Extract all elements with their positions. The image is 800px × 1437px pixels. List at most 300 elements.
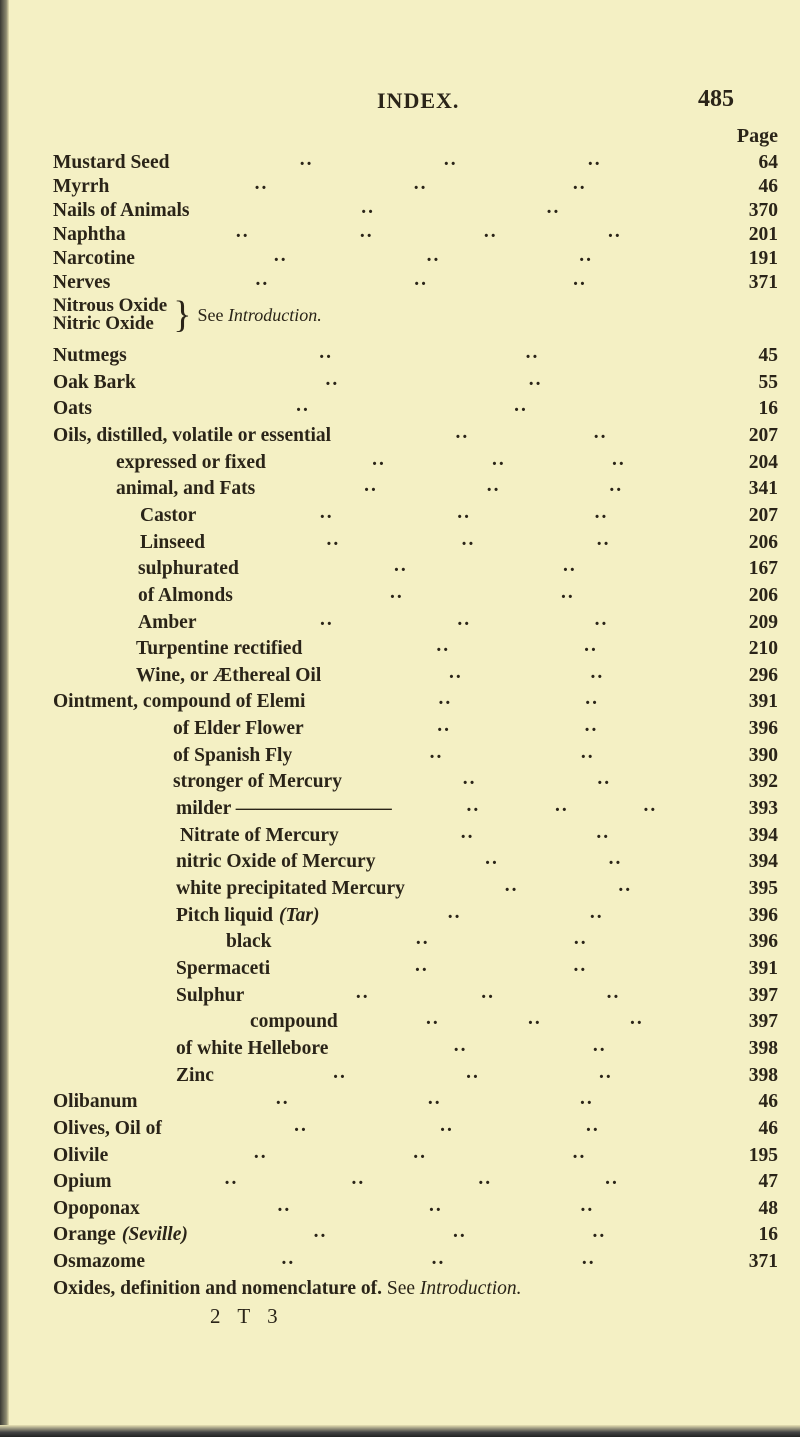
entry-text: of white Hellebore <box>176 1037 329 1059</box>
leader-dots: .. <box>296 397 310 417</box>
leader-dots: .. <box>428 1196 443 1216</box>
leader-dots: .. <box>449 663 463 683</box>
leader-dots: .. <box>359 223 374 242</box>
leader-dots: .. <box>426 247 441 266</box>
entry-label <box>53 1117 162 1141</box>
entry-page-number: 371 <box>748 1251 778 1273</box>
index-entry <box>0 1117 800 1141</box>
entry-page-number: 391 <box>748 691 778 713</box>
dot-leader <box>145 1250 732 1274</box>
page-number: 485 <box>698 86 734 112</box>
dot-leader <box>196 611 732 635</box>
entry-text: Nerves <box>53 272 111 293</box>
entry-label <box>53 175 109 199</box>
index-entry <box>0 151 800 175</box>
entry-text: Narcotine <box>53 248 135 269</box>
dot-leader <box>305 690 732 714</box>
entry-page-number: 397 <box>748 1011 778 1033</box>
dot-leader <box>339 824 732 848</box>
leader-dots: .. <box>443 151 458 170</box>
leader-dots: .. <box>415 930 430 950</box>
entry-text: Sulphur <box>176 984 245 1006</box>
leader-dots: .. <box>606 983 621 1003</box>
entry-italic-text: (Tar) <box>279 904 320 926</box>
leader-dots: .. <box>580 743 595 763</box>
leader-dots: .. <box>326 530 341 550</box>
entry-page-number: 397 <box>748 984 778 1006</box>
leader-dots: .. <box>581 1250 596 1270</box>
leader-dots: .. <box>525 344 540 363</box>
entry-text: Turpentine rectified <box>136 638 303 660</box>
entry-text: Osmazome <box>53 1251 146 1273</box>
entry-text: animal, and Fats <box>116 478 256 500</box>
entry-label <box>53 1250 145 1274</box>
leader-dots: .. <box>255 271 270 290</box>
leader-dots: .. <box>592 1223 607 1243</box>
leader-dots: .. <box>596 823 611 843</box>
leader-dots: .. <box>594 610 609 630</box>
entry-label <box>138 584 233 608</box>
leader-dots: .. <box>573 956 588 976</box>
leader-dots: .. <box>436 637 451 657</box>
leader-dots: .. <box>643 797 658 817</box>
leader-dots: .. <box>596 530 611 550</box>
index-entry <box>0 770 800 794</box>
leader-dots: .. <box>333 1063 347 1083</box>
dot-leader <box>169 151 732 175</box>
index-entry <box>0 984 800 1008</box>
entry-page-number: 47 <box>758 1171 778 1193</box>
entry-label <box>53 1197 140 1221</box>
entry-text: white precipitated Mercury <box>176 878 405 899</box>
signature-mark: 2 T 3 <box>210 1304 284 1328</box>
reference-label: Introduction. <box>419 1278 522 1299</box>
page-column-label: Page <box>736 125 778 147</box>
index-entry <box>0 247 800 271</box>
leader-dots: .. <box>504 877 519 896</box>
entry-label <box>138 611 196 635</box>
entry-page-number: 209 <box>748 611 778 633</box>
entry-label <box>53 397 92 421</box>
entry-italic-text: (Seville) <box>121 1224 188 1246</box>
leader-dots: .. <box>589 903 604 923</box>
dot-leader <box>244 984 732 1008</box>
entry-page-number: 392 <box>748 771 778 793</box>
leader-dots: .. <box>466 1063 480 1083</box>
entry-label <box>176 1037 328 1061</box>
index-entry <box>0 1090 800 1114</box>
leader-dots: .. <box>580 1196 595 1216</box>
entry-page-number: 16 <box>758 398 778 420</box>
entry-text: Olivile <box>53 1144 109 1166</box>
entry-label <box>53 223 126 247</box>
leader-dots: .. <box>528 370 543 390</box>
entry-label <box>173 770 342 794</box>
entry-label <box>140 531 205 555</box>
entry-label <box>173 744 292 768</box>
leader-dots: .. <box>593 423 608 443</box>
oxides-label: Oxides, definition and nomenclature of. <box>53 1278 382 1299</box>
entry-label <box>176 850 375 874</box>
entry-label <box>53 247 135 271</box>
entry-label <box>53 1223 188 1247</box>
entry-label <box>180 824 339 848</box>
entry-label <box>116 451 266 475</box>
entry-text: Orange <box>53 1224 116 1246</box>
entry-label <box>176 904 319 928</box>
entry-label <box>53 371 136 395</box>
index-entry <box>0 199 800 223</box>
dot-leader <box>270 957 732 981</box>
leader-dots: .. <box>447 903 462 923</box>
leader-dots: .. <box>612 450 626 470</box>
leader-dots: .. <box>429 743 444 763</box>
leader-dots: .. <box>485 850 499 870</box>
index-entry <box>0 664 800 688</box>
entry-text: expressed or fixed <box>116 451 266 473</box>
entry-page-number: 206 <box>748 531 778 553</box>
leader-dots: .. <box>608 850 623 870</box>
leader-dots: .. <box>453 1223 467 1243</box>
dot-leader <box>205 531 732 555</box>
leader-dots: .. <box>579 1090 594 1110</box>
entry-text: Amber <box>138 611 197 633</box>
entry-label <box>138 557 239 581</box>
leader-dots: .. <box>587 151 602 170</box>
leader-dots: .. <box>573 271 587 290</box>
leader-dots: .. <box>460 823 475 843</box>
leader-dots: .. <box>457 610 472 630</box>
entry-page-number: 396 <box>748 718 778 740</box>
entry-page-number: 391 <box>748 957 778 979</box>
entry-text: Pitch liquid <box>176 904 273 926</box>
entry-label <box>140 504 196 528</box>
leader-dots: .. <box>461 530 476 550</box>
entry-page-number: 390 <box>748 744 778 766</box>
dot-leader <box>136 371 732 395</box>
entry-text: Nutmegs <box>53 345 127 366</box>
index-entry <box>0 1010 800 1034</box>
dot-leader <box>110 271 732 295</box>
leader-dots: .. <box>573 930 588 950</box>
leader-dots: .. <box>414 271 429 290</box>
dot-leader <box>190 199 732 223</box>
entry-label <box>116 477 255 501</box>
index-entry <box>0 451 800 475</box>
leader-dots: .. <box>325 370 340 390</box>
index-entry <box>0 930 800 954</box>
entry-page-number: 64 <box>758 152 778 173</box>
leader-dots: .. <box>438 690 453 710</box>
index-entry <box>0 1037 800 1061</box>
entry-label <box>53 344 127 368</box>
leader-dots: .. <box>514 397 528 417</box>
entry-label <box>53 271 110 295</box>
index-entry <box>0 1144 800 1168</box>
index-entry <box>0 1197 800 1221</box>
entry-label <box>176 877 405 901</box>
entry-page-number: 195 <box>748 1144 778 1166</box>
running-head-title: INDEX. <box>377 88 460 113</box>
leader-dots: .. <box>299 151 314 170</box>
entry-page-number: 191 <box>748 248 778 269</box>
dot-leader <box>239 557 732 581</box>
page-edge-bottom <box>0 1425 800 1437</box>
dot-leader <box>331 424 732 448</box>
entry-label <box>176 957 270 981</box>
entry-page-number: 46 <box>758 1117 778 1139</box>
leader-dots: .. <box>453 1036 468 1056</box>
entry-page-number: 394 <box>748 851 778 873</box>
entry-label <box>176 1064 214 1088</box>
dot-leader <box>112 1170 732 1194</box>
entry-text: of Elder Flower <box>173 718 304 740</box>
leader-dots: .. <box>478 1170 493 1190</box>
leader-dots: .. <box>253 1143 268 1163</box>
entry-page-number: 55 <box>758 371 778 393</box>
dot-leader <box>304 717 732 741</box>
leader-dots: .. <box>275 1090 290 1110</box>
index-entry <box>0 531 800 555</box>
entry-label <box>53 1090 138 1114</box>
dot-leader <box>196 504 732 528</box>
entry-text: Nitrate of Mercury <box>180 824 339 846</box>
leader-dots: .. <box>486 477 501 497</box>
dot-leader <box>233 584 732 608</box>
index-entry <box>0 397 800 421</box>
entry-page-number: 204 <box>748 451 778 473</box>
entry-label <box>53 1144 108 1168</box>
leader-dots: .. <box>609 477 624 497</box>
entry-text: Nails of Animals <box>53 200 190 221</box>
dot-leader <box>135 247 732 271</box>
dot-leader <box>255 477 732 501</box>
leader-dots: .. <box>481 983 496 1003</box>
index-entry-oxides <box>0 1277 800 1301</box>
leader-dots: .. <box>440 1116 454 1136</box>
leader-dots: .. <box>361 199 375 218</box>
dot-leader <box>302 637 732 661</box>
index-entry <box>0 223 800 247</box>
dot-leader <box>321 664 732 688</box>
dot-leader <box>108 1144 732 1168</box>
leader-dots: .. <box>313 1223 328 1243</box>
dot-leader <box>138 1090 732 1114</box>
dot-leader <box>126 223 732 247</box>
index-entry <box>0 1064 800 1088</box>
entry-text: nitric Oxide of Mercury <box>176 851 376 873</box>
index-entry <box>0 824 800 848</box>
entry-page-number: 296 <box>748 664 778 686</box>
entry-page-number: 46 <box>758 176 778 197</box>
leader-dots: .. <box>455 423 470 443</box>
entry-text: Naphtha <box>53 224 126 245</box>
entry-text: of Spanish Fly <box>173 744 293 766</box>
index-entry <box>0 1223 800 1247</box>
dot-leader <box>292 744 732 768</box>
index-entry <box>0 717 800 741</box>
leader-dots: .. <box>579 247 594 266</box>
leader-dots: .. <box>364 477 378 497</box>
index-entry <box>0 637 800 661</box>
see-reference <box>197 305 321 325</box>
entry-page-number: 398 <box>748 1064 778 1086</box>
entry-text: compound <box>250 1011 338 1033</box>
reference-label: Introduction. <box>227 305 322 325</box>
entry-text: Oak Bark <box>53 371 136 393</box>
dot-leader <box>392 797 732 821</box>
leader-dots: .. <box>599 1063 613 1083</box>
entry-text: of Almonds <box>138 584 233 606</box>
entry-text: black <box>226 931 272 953</box>
leader-dots: .. <box>457 503 472 523</box>
dot-leader <box>214 1064 732 1088</box>
leader-dots: .. <box>431 1250 446 1270</box>
leader-dots: .. <box>554 797 569 817</box>
nitric-oxide-label: Nitric Oxide <box>53 313 154 334</box>
entry-page-number: 207 <box>748 424 778 446</box>
leader-dots: .. <box>629 1010 644 1030</box>
dot-leader <box>92 397 732 421</box>
entry-text: Castor <box>140 504 197 526</box>
entry-page-number: 370 <box>748 200 778 221</box>
leader-dots: .. <box>597 770 612 790</box>
entry-page-number: 201 <box>748 224 778 245</box>
leader-dots: .. <box>585 690 599 710</box>
leader-dots: .. <box>590 663 605 683</box>
nitrous-oxide-label: Nitrous Oxide <box>53 295 168 316</box>
entry-label <box>53 1277 522 1301</box>
entry-page-number: 395 <box>748 878 778 899</box>
entry-text: Zinc <box>176 1064 214 1086</box>
entry-text: Oats <box>53 398 92 420</box>
entry-label <box>53 151 169 175</box>
index-entry <box>0 690 800 714</box>
dot-leader <box>272 930 732 954</box>
leader-dots: .. <box>592 1036 607 1056</box>
index-entry <box>0 424 800 448</box>
index-entry <box>0 611 800 635</box>
entry-page-number: 341 <box>748 478 778 500</box>
index-entry <box>0 371 800 395</box>
leader-dots: .. <box>584 717 599 737</box>
entry-label <box>136 664 321 688</box>
index-entry <box>0 271 800 295</box>
index-entry <box>0 504 800 528</box>
leader-dots: .. <box>618 877 633 896</box>
leader-dots: .. <box>414 956 429 976</box>
entry-page-number: 16 <box>758 1224 778 1246</box>
dot-leader <box>140 1197 732 1221</box>
leader-dots: .. <box>320 610 334 630</box>
leader-dots: .. <box>413 1143 427 1163</box>
entry-page-number: 46 <box>758 1091 778 1113</box>
entry-page-number: 48 <box>758 1197 778 1219</box>
index-entry <box>0 797 800 821</box>
entry-text: milder ———————— <box>176 798 392 820</box>
entry-text: Wine, or Æthereal Oil <box>136 664 322 686</box>
dot-leader <box>375 850 732 874</box>
nitrous-entry <box>53 296 322 334</box>
index-entry <box>0 877 800 901</box>
dot-leader <box>127 344 732 368</box>
leader-dots: .. <box>607 223 622 242</box>
entry-page-number: 398 <box>748 1037 778 1059</box>
entry-page-number: 396 <box>748 904 778 926</box>
index-entry <box>0 477 800 501</box>
index-entry <box>0 744 800 768</box>
index-entry <box>0 850 800 874</box>
entry-text: Myrrh <box>53 176 110 197</box>
entry-page-number: 396 <box>748 931 778 953</box>
index-entry <box>0 584 800 608</box>
entry-page-number: 210 <box>748 638 778 660</box>
dot-leader <box>266 451 732 475</box>
leader-dots: .. <box>605 1170 619 1190</box>
entry-label <box>136 637 302 661</box>
index-entry <box>0 1250 800 1274</box>
leader-dots: .. <box>355 983 370 1003</box>
leader-dots: .. <box>319 344 334 363</box>
dot-leader <box>405 877 732 901</box>
see-label: See <box>197 305 224 325</box>
entry-text: Mustard Seed <box>53 152 170 173</box>
brace-icon: } <box>173 294 192 336</box>
index-entry <box>0 957 800 981</box>
leader-dots: .. <box>281 1250 296 1270</box>
leader-dots: .. <box>561 583 575 603</box>
leader-dots: .. <box>546 199 561 218</box>
dot-leader <box>188 1223 732 1247</box>
leader-dots: .. <box>483 223 498 242</box>
leader-dots: .. <box>390 583 404 603</box>
dot-leader <box>342 770 732 794</box>
leader-dots: .. <box>584 637 598 657</box>
leader-dots: .. <box>294 1116 308 1136</box>
dot-leader <box>319 904 732 928</box>
leader-dots: .. <box>462 770 477 790</box>
index-entry <box>0 557 800 581</box>
entry-page-number: 394 <box>748 824 778 846</box>
entry-label <box>53 199 190 223</box>
entry-label <box>53 424 331 448</box>
leader-dots: .. <box>572 1143 587 1163</box>
leader-dots: .. <box>528 1010 542 1030</box>
leader-dots: .. <box>572 175 587 194</box>
entry-label <box>173 717 304 741</box>
leader-dots: .. <box>273 247 288 266</box>
leader-dots: .. <box>254 175 269 194</box>
leader-dots: .. <box>413 175 428 194</box>
entry-text: Olibanum <box>53 1091 138 1113</box>
entry-page-number: 371 <box>748 272 778 293</box>
entry-page-number: 393 <box>748 798 778 820</box>
entry-text: Linseed <box>140 531 206 553</box>
entry-label <box>176 797 392 821</box>
index-entry <box>0 1170 800 1194</box>
entry-text: Opium <box>53 1171 112 1193</box>
leader-dots: .. <box>563 557 577 577</box>
leader-dots: .. <box>586 1116 600 1136</box>
entry-text: Olives, Oil of <box>53 1117 162 1139</box>
nitrous-labels <box>53 297 167 333</box>
index-entry <box>0 904 800 928</box>
dot-leader <box>328 1037 732 1061</box>
leader-dots: .. <box>319 503 334 523</box>
entry-text: Spermaceti <box>176 957 271 979</box>
entry-label <box>250 1010 338 1034</box>
entry-text: sulphurated <box>138 558 239 580</box>
